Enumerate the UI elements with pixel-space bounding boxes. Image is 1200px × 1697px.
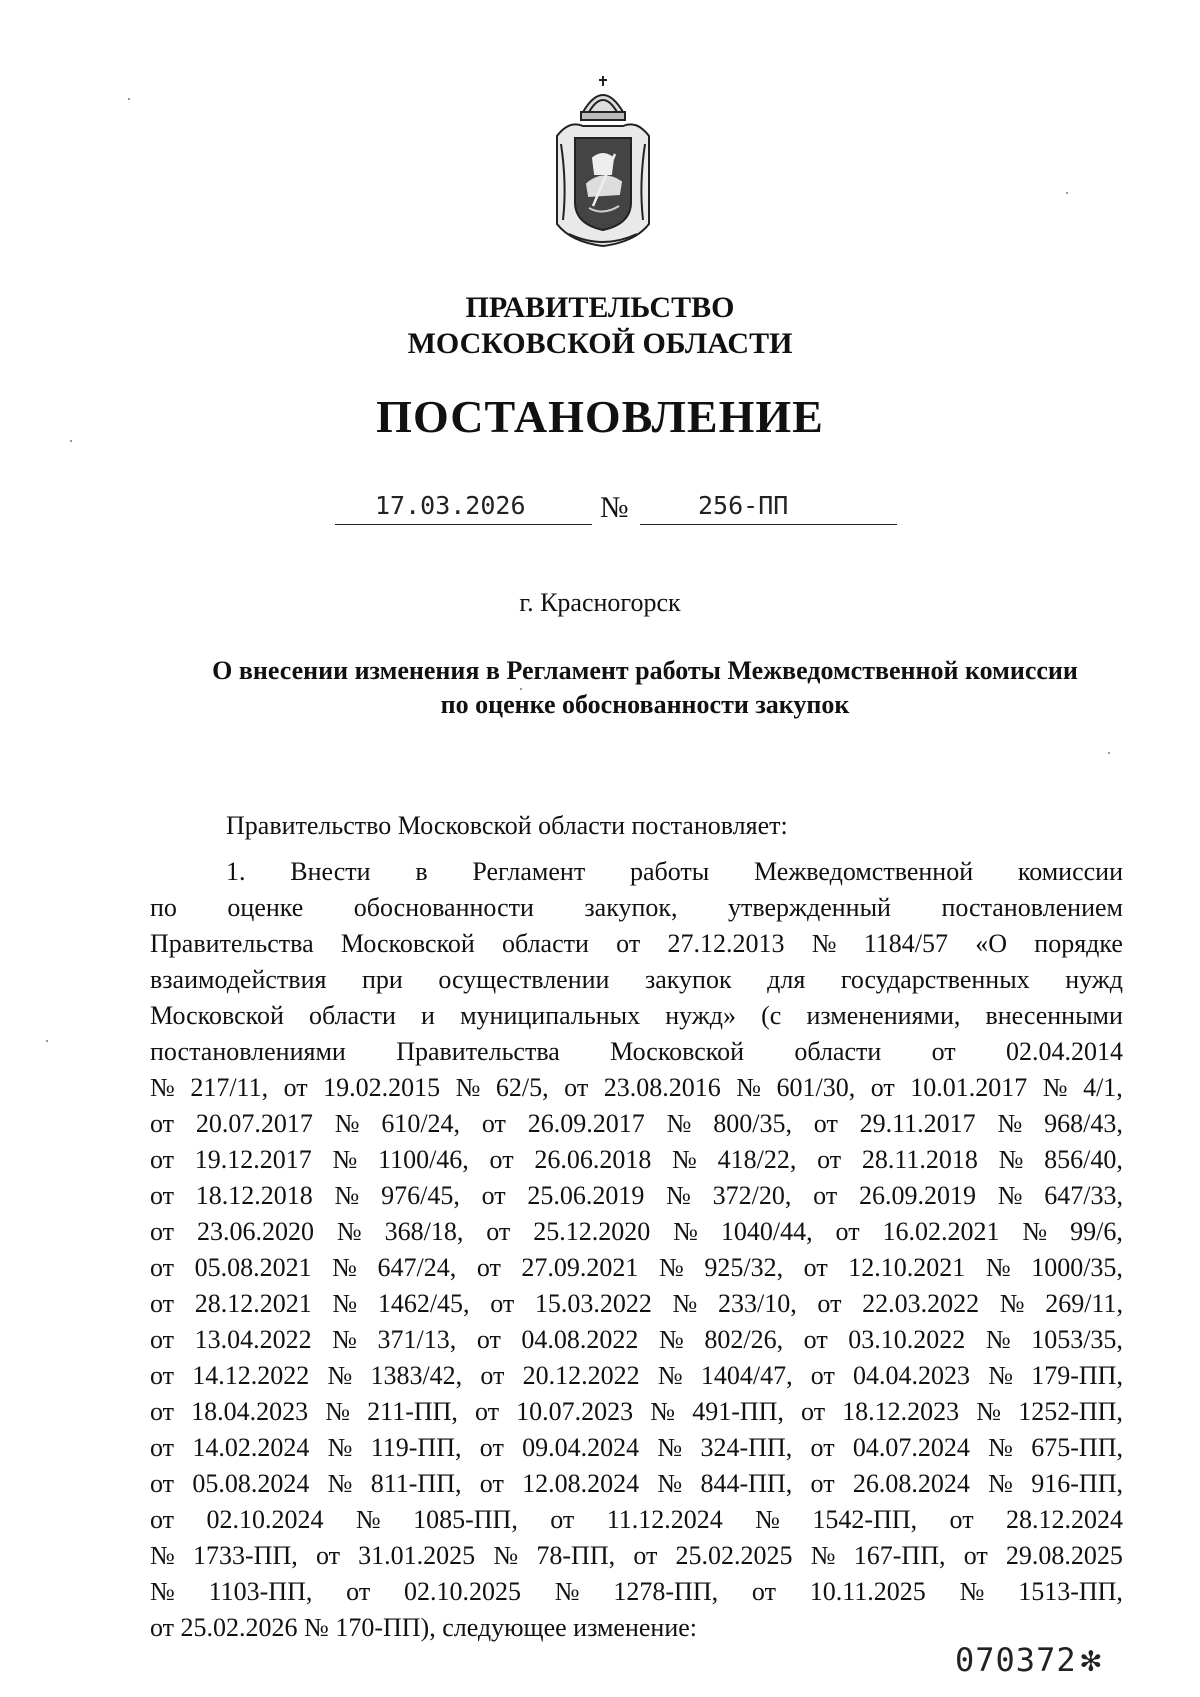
word: от [150,1505,175,1534]
document-subject [150,654,1140,722]
word: № [332,1289,358,1318]
word: 1404/47, [700,1361,793,1390]
word: 02.04.2014 [1006,1037,1123,1066]
word: 1733-ПП, [193,1541,298,1570]
word: № [985,1253,1011,1282]
word: от [150,1469,175,1498]
word: № [755,1505,780,1534]
word: закупок, [584,893,678,922]
word: закупок [644,965,732,994]
word: от [810,1433,835,1462]
paragraph-line [150,1466,1123,1502]
word: 10.11.2025 [809,1577,926,1606]
word: 844-ПП, [700,1469,793,1498]
word: в [415,857,428,886]
word: изменениями, [806,1001,961,1030]
word: Московской [610,1037,745,1066]
word: 167-ПП, [853,1541,946,1570]
word: № [672,1145,697,1174]
word: 800/35, [713,1109,792,1138]
word: № [976,1397,1002,1426]
word: от [810,1361,835,1390]
word: № [985,1325,1011,1354]
word: № [811,929,837,958]
word: для [767,965,806,994]
word: от [835,1217,860,1246]
word: от [315,1541,340,1570]
word: 1040/44, [720,1217,813,1246]
scan-speck [128,98,130,100]
word: № [959,1577,985,1606]
word: по [150,893,177,922]
word: 856/40, [1044,1145,1123,1174]
word: № [666,1181,691,1210]
paragraph-line [150,1502,1123,1538]
word: от [550,1505,575,1534]
word: 16.02.2021 [882,1217,1000,1246]
paragraph-line [150,1286,1123,1322]
paragraph-line [150,1178,1123,1214]
word: № [673,1217,698,1246]
word: 04.07.2024 [852,1433,970,1462]
word: осуществлении [438,965,610,994]
scan-speck [46,1040,48,1042]
word: № [327,1433,353,1462]
word: Межведомственной [754,857,974,886]
word: 10.01.2017 [910,1073,1028,1102]
word: от [801,1397,826,1426]
date-field [335,486,592,525]
word: 802/26, [704,1325,784,1354]
word: от [150,1217,175,1246]
scan-speck [1066,192,1068,194]
word: от [633,1541,658,1570]
word: № [325,1397,351,1426]
word: № [997,1181,1023,1210]
word: 26.08.2024 [852,1469,970,1498]
word: 27.12.2013 [667,929,785,958]
word: 647/24, [377,1253,457,1282]
word: от [813,1181,838,1210]
word: Внести [290,857,371,886]
word: от [150,1253,175,1282]
word: 13.04.2022 [194,1325,312,1354]
word: 371/13, [377,1325,457,1354]
intro-sentence: Правительство Московской области постановляет: [226,811,788,840]
word: № [657,1361,683,1390]
word: от [150,1361,175,1390]
word: от [480,1361,505,1390]
word: при [361,965,403,994]
word: и [421,1001,435,1030]
word: 1085-ПП, [413,1505,518,1534]
word: № [657,1469,683,1498]
word: Правительства [396,1037,560,1066]
word: 09.04.2024 [522,1433,640,1462]
paragraph-line [150,1034,1123,1070]
word: 05.08.2021 [194,1253,312,1282]
word: № [998,1145,1024,1174]
word: 15.03.2022 [534,1289,652,1318]
word: 10.07.2023 [516,1397,634,1426]
word: 19.02.2015 [323,1073,441,1102]
sheet-number-value: 070372 [955,1641,1077,1679]
word: Московской [150,1001,284,1030]
word: от [476,1325,501,1354]
word: 418/22, [717,1145,797,1174]
word: 1252-ПП, [1018,1397,1123,1426]
word: 20.12.2022 [522,1361,640,1390]
word: № [810,1541,836,1570]
word: от [564,1073,589,1102]
word: (с [761,1001,782,1030]
word: муниципальных [460,1001,641,1030]
word: № [336,1217,362,1246]
word: 324-ПП, [700,1433,793,1462]
word: 14.12.2022 [192,1361,310,1390]
word: № [150,1577,175,1606]
word: 25.12.2020 [533,1217,651,1246]
word: 14.02.2024 [192,1433,310,1462]
word: государственных [840,965,1030,994]
word: 12.10.2021 [848,1253,966,1282]
word: № [997,1109,1023,1138]
subject-line: по оценке обоснованности закупок [440,690,850,719]
word: от [931,1037,956,1066]
document-type-title: ПОСТАНОВЛЕНИЕ [376,391,824,442]
word: от [486,1217,511,1246]
word: 11.12.2024 [606,1505,723,1534]
word: 23.06.2020 [196,1217,314,1246]
paragraph-line [150,1358,1123,1394]
word: от [481,1109,506,1138]
word: порядке [1034,929,1123,958]
word: 26.09.2019 [858,1181,976,1210]
word: № [355,1505,381,1534]
word: от [475,1397,500,1426]
word: от [150,1397,175,1426]
paragraph-line [150,926,1123,962]
word: от [150,1109,175,1138]
scan-speck [1108,752,1110,754]
word: от [963,1541,988,1570]
organization-name-line2: МОСКОВСКОЙ ОБЛАСТИ [407,327,793,360]
paragraph-line [150,1322,1123,1358]
word: 925/32, [704,1253,784,1282]
word: 211-ПП, [367,1397,458,1426]
paragraph-line [150,1394,1123,1430]
word: от [476,1253,501,1282]
word: Правительства [150,929,314,958]
word: нужд» [665,1001,736,1030]
word: 28.12.2021 [194,1289,312,1318]
word: от [150,1433,175,1462]
word: 31.01.2025 [358,1541,476,1570]
word: № [554,1577,580,1606]
number-field [640,486,897,525]
city: г. Красногорск [519,588,681,617]
word: от [817,1289,842,1318]
word: № [988,1433,1013,1462]
word: от [803,1253,828,1282]
word: 25.02.2025 [675,1541,793,1570]
word: 12.08.2024 [522,1469,640,1498]
word: обоснованности [353,893,534,922]
word: 19.12.2017 [194,1145,312,1174]
word: 1103-ПП, [208,1577,313,1606]
word: от [479,1469,504,1498]
word: 1513-ПП, [1018,1577,1123,1606]
word: от [813,1109,838,1138]
asterisk-icon: ✻ [1080,1640,1103,1680]
word: внесенными [985,1001,1123,1030]
paragraph-line [150,1142,1123,1178]
word: 28.12.2024 [1006,1505,1123,1534]
word: № [999,1289,1025,1318]
word: 4/1, [1083,1073,1123,1102]
organization-name-line1: ПРАВИТЕЛЬСТВО [465,291,735,324]
word: 03.10.2022 [848,1325,966,1354]
word: 179-ПП, [1031,1361,1123,1390]
word: 1. [226,857,246,886]
word: 99/6, [1070,1217,1123,1246]
word: от [490,1289,515,1318]
word: № [493,1541,519,1570]
word: № [332,1253,357,1282]
word: 78-ПП, [536,1541,616,1570]
word: от [803,1325,828,1354]
word: от [150,1289,175,1318]
word: 26.06.2018 [534,1145,652,1174]
word: 18.04.2023 [191,1397,309,1426]
word: 23.08.2016 [603,1073,721,1102]
word: от [751,1577,776,1606]
word: Регламент [472,857,586,886]
sheet-number [955,1640,1102,1680]
coat-of-arms-emblem [549,74,657,250]
word: 610/24, [381,1109,461,1138]
paragraph-line [150,1070,1123,1106]
word: 976/45, [381,1181,460,1210]
word: комиссии [1017,857,1123,886]
word: № [650,1397,676,1426]
word: 491-ПП, [692,1397,784,1426]
word: № [988,1469,1013,1498]
word: оценке [227,893,304,922]
word: № [334,1109,360,1138]
word: от [489,1145,514,1174]
word: 22.03.2022 [862,1289,980,1318]
word: 02.10.2024 [206,1505,324,1534]
word: от [810,1469,835,1498]
word: от [346,1577,371,1606]
paragraph-line [150,1538,1123,1574]
word: № [658,1253,684,1282]
scan-speck [520,688,522,690]
word: 02.10.2025 [403,1577,521,1606]
word: 29.08.2025 [1005,1541,1123,1570]
word: 18.12.2023 [842,1397,960,1426]
word: от [283,1073,308,1102]
word: № [150,1073,175,1102]
word: от [616,929,641,958]
word: № [1042,1073,1068,1102]
word: от 25.02.2026 № 170-ПП), следующее изменение: [150,1613,698,1642]
word: 05.08.2024 [192,1469,310,1498]
word: 04.04.2023 [853,1361,971,1390]
word: от [150,1181,175,1210]
word: постановлениями [150,1037,346,1066]
word: № [332,1325,357,1354]
word: 1462/45, [377,1289,470,1318]
word: 368/18, [384,1217,464,1246]
paragraph-1 [150,854,1123,1646]
word: № [1022,1217,1048,1246]
word: от [481,1181,506,1210]
word: 20.07.2017 [195,1109,313,1138]
word: 217/11, [190,1073,269,1102]
word: области [501,929,589,958]
word: № [658,1325,684,1354]
word: 811-ПП, [370,1469,462,1498]
word: от [817,1145,842,1174]
paragraph-line [150,962,1123,998]
word: 119-ПП, [370,1433,462,1462]
word: 372/20, [712,1181,792,1210]
paragraph-line [150,998,1123,1034]
word: № [332,1145,358,1174]
word: 25.06.2019 [527,1181,645,1210]
paragraph-line [150,1574,1123,1610]
document-number: 256-ПП [698,491,789,520]
word: от [150,1325,175,1354]
word: нужд [1065,965,1123,994]
word: № [150,1541,175,1570]
word: утвержденный [728,893,891,922]
subject-line: О внесении изменения в Регламент работы Межведомственной комиссии [212,656,1078,685]
word: 1542-ПП, [812,1505,918,1534]
word: № [455,1073,481,1102]
paragraph-line [150,1106,1123,1142]
word: 601/30, [776,1073,856,1102]
word: № [666,1109,692,1138]
word: 26.09.2017 [527,1109,645,1138]
word: от [949,1505,974,1534]
paragraph-line [150,890,1123,926]
word: от [870,1073,895,1102]
word: 62/5, [495,1073,549,1102]
word: 1000/35, [1031,1253,1123,1282]
word: работы [629,857,710,886]
paragraph-line [150,854,1123,890]
number-sign: № [600,491,629,524]
word: 1383/42, [370,1361,463,1390]
word: области [794,1037,882,1066]
word: 675-ПП, [1031,1433,1123,1462]
word: взаимодействия [150,965,327,994]
word: 28.11.2018 [861,1145,978,1174]
word: 29.11.2017 [859,1109,976,1138]
word: № [736,1073,761,1102]
word: № [327,1361,353,1390]
word: «О [975,929,1008,958]
word: 04.08.2022 [521,1325,639,1354]
paragraph-line [150,1250,1123,1286]
word: 233/10, [718,1289,797,1318]
word: 647/33, [1044,1181,1123,1210]
document-date: 17.03.2026 [375,491,526,520]
word: 1278-ПП, [613,1577,719,1606]
word: 968/43, [1044,1109,1123,1138]
word: № [672,1289,698,1318]
word: 269/11, [1045,1289,1123,1318]
word: 18.12.2018 [195,1181,313,1210]
word: постановлением [941,893,1123,922]
word: № [334,1181,360,1210]
word: № [327,1469,353,1498]
word: № [657,1433,683,1462]
word: 1053/35, [1031,1325,1123,1354]
word: области [308,1001,396,1030]
word: 1184/57 [863,929,949,958]
word: от [150,1145,175,1174]
word: 1100/46, [378,1145,469,1174]
word: Московской [340,929,475,958]
scan-speck [70,440,72,442]
word: 916-ПП, [1031,1469,1123,1498]
word: № [988,1361,1014,1390]
word: от [479,1433,504,1462]
paragraph-line [150,1430,1123,1466]
paragraph-line [150,1214,1123,1250]
word: 27.09.2021 [521,1253,639,1282]
